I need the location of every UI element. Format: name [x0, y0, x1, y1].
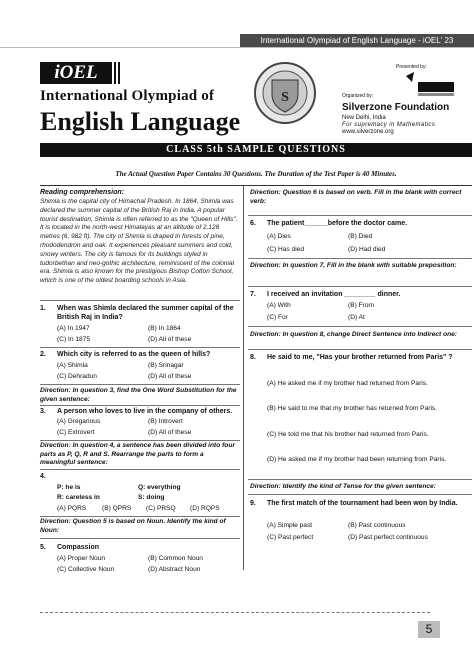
option-c: (C) PRSQ: [146, 505, 176, 512]
option-c: (C) Collective Noun: [57, 566, 115, 573]
direction-6: Direction: Question 6 is based on verb. Fill in the blank with correct verb:: [250, 189, 462, 205]
question-8: [250, 353, 472, 362]
divider: [40, 405, 240, 406]
option-a: (A) In 1947: [57, 325, 90, 332]
option-a: (A) With: [267, 302, 291, 309]
class-bar: CLASS 5th SAMPLE QUESTIONS: [40, 143, 472, 157]
olympiad-seal-icon: [252, 60, 318, 126]
question-text: He said to me, "Has your brother returned from Paris" ?: [267, 354, 453, 361]
option-b: (B) Introvert: [148, 418, 183, 425]
option-d: (D) RQPS: [190, 505, 220, 512]
header-banner: International Olympiad of English Language - iOEL' 23: [240, 34, 474, 48]
direction-9: Direction: Identify the kind of Tense for the given sentence:: [250, 483, 436, 490]
option-b: (B) Past continuous: [348, 522, 406, 529]
question-text: Compassion: [57, 544, 100, 551]
question-text: A person who loves to live in the company of others.: [57, 408, 233, 415]
olympiad-title-line2: English Language: [40, 107, 241, 136]
option-a: (A) Dies: [267, 233, 291, 240]
direction-7: Direction: In question 7, Fill in the blank with suitable preposition:: [250, 262, 457, 269]
option-b: (B) Srinagar: [148, 362, 184, 369]
option-d: (D) All of these: [148, 429, 192, 436]
divider: [248, 494, 472, 495]
part-p: P: he is: [57, 484, 81, 491]
part-r: R: careless in: [57, 494, 100, 501]
header-rule: [0, 47, 474, 48]
part-q: Q: everything: [138, 484, 181, 491]
divider: [248, 479, 472, 480]
org-tagline: For supremacy in Mathematics: [342, 122, 436, 128]
question-2: [40, 350, 240, 359]
rc-passage: Shimla is the capital city of Himachal Pradesh. In 1864, Shimla was declared the summer capital of the British Raj in India. A popular tourist destination, Shimla is often referred to as the "Queen of Hills". It is located in the north-west Himalayas at an altitude of 2,128 metres (6, 982 ft). The city of Shimla is draped in forests of pine, rhododendron and oak. It experiences pleasant summers and cold, snowy winters. The city is famous for its buildings styled in tudorbethan and neo-gothic architecture, reminiscent of the colonial era. Shimla is also known for the prestigious Bishop Cotton School, which is one of the oldest boarding schools in Asia.: [40, 198, 238, 285]
logo-bars: [114, 62, 122, 84]
option-a: (A) He asked me if my brother had returned from Paris.: [267, 380, 428, 387]
divider: [248, 286, 472, 287]
question-number: 7.: [250, 291, 256, 298]
direction-5: Direction: Question 5 is based on Noun. Identify the kind of Noun:: [40, 518, 226, 534]
divider: [40, 300, 240, 301]
divider: [40, 538, 240, 539]
question-3: [40, 407, 240, 416]
option-d: (D) All of these: [148, 336, 192, 343]
option-b: (B) From: [348, 302, 375, 309]
option-c: (C) Dehradun: [57, 373, 97, 380]
question-text: When was Shimla declared the summer capital of the British Raj in India?: [57, 305, 234, 321]
org-city: New Delhi, India: [342, 115, 386, 121]
rc-heading: Reading comprehension:: [40, 189, 125, 196]
direction-8: Direction: In question 8, change Direct Sentence into Indirect one:: [250, 331, 458, 338]
question-number: 5.: [40, 544, 46, 551]
question-text: Which city is referred to as the queen of hills?: [57, 351, 211, 358]
question-text: The first match of the tournament had been won by India.: [267, 500, 458, 507]
option-c: (C) Has died: [267, 246, 305, 253]
question-7: [250, 290, 472, 299]
divider: [248, 258, 472, 259]
org-website: www.silverzone.org: [342, 129, 394, 135]
page-number: 5: [418, 621, 440, 638]
option-d: (D) He asked me if my brother had been returning from Paris.: [267, 456, 447, 463]
divider: [248, 349, 472, 350]
svg-text:S: S: [281, 90, 289, 105]
option-a: (A) Shimla: [57, 362, 88, 369]
presented-by-label: Presented by:: [396, 64, 427, 70]
column-divider: [243, 186, 244, 570]
question-6: [250, 219, 472, 228]
option-a: (A) Proper Noun: [57, 555, 106, 562]
part-s: S: doing: [138, 494, 165, 501]
option-b: (B) In 1864: [148, 325, 181, 332]
option-d: (D) Had died: [348, 246, 386, 253]
divider: [40, 516, 240, 517]
question-number: 9.: [250, 500, 256, 507]
divider: [40, 384, 240, 385]
option-c: (C) In 1875: [57, 336, 90, 343]
question-9: [250, 499, 472, 508]
olympiad-title-line1: International Olympiad of: [40, 88, 215, 104]
divider: [40, 440, 240, 441]
option-b: (B) QPRS: [102, 505, 132, 512]
option-c: (C) He told me that his brother had returned from Paris.: [267, 431, 429, 438]
option-c: (C) Past perfect: [267, 534, 314, 541]
option-d: (D) Past perfect continuous: [348, 534, 428, 541]
divider: [248, 215, 472, 216]
silverzone-logo-icon: [404, 70, 456, 98]
option-c: (C) Extrovert: [57, 429, 95, 436]
question-number: 2.: [40, 351, 46, 358]
option-c: (C) For: [267, 314, 288, 321]
org-name: Silverzone Foundation: [342, 102, 450, 113]
footer-rule: [40, 612, 430, 613]
organized-by-label: Organized by:: [342, 93, 374, 99]
direction-4: Direction: In question 4, a sentence has been divided into four parts as P, Q, R and S. Rearrange the parts to form a meaningful sentence:: [40, 442, 235, 466]
question-text: The patient______before the doctor came.: [267, 220, 408, 227]
question-5: [40, 543, 240, 552]
divider: [40, 347, 240, 348]
option-d: (D) Abstract Noun: [148, 566, 201, 573]
option-b: (B) He said to me that my brother has returned from Paris.: [267, 405, 438, 412]
ioel-logo: iOEL: [40, 62, 112, 84]
question-number: 1.: [40, 305, 46, 312]
divider: [40, 469, 240, 470]
question-number: 4.: [40, 473, 46, 480]
intro-text: The Actual Question Paper Contains 30 Questions. The Duration of the Test Paper is 40 Minutes.: [115, 170, 397, 178]
option-b: (B) Died: [348, 233, 373, 240]
question-1: [40, 304, 240, 322]
option-d: (D) At: [348, 314, 365, 321]
question-number: 8.: [250, 354, 256, 361]
option-a: (A) Gregarious: [57, 418, 101, 425]
question-number: 6.: [250, 220, 256, 227]
question-text: I received an invitation ________ dinner.: [267, 291, 401, 298]
section-rule: [40, 185, 472, 186]
divider: [248, 326, 472, 327]
option-d: (D) All of these: [148, 373, 192, 380]
option-a: (A) Simple past: [267, 522, 313, 529]
question-number: 3.: [40, 408, 46, 415]
option-a: (A) PQRS: [57, 505, 87, 512]
direction-3: Direction: In question 3, find the One Word Substitution for the given sentence:: [40, 387, 237, 403]
option-b: (B) Common Noun: [148, 555, 203, 562]
